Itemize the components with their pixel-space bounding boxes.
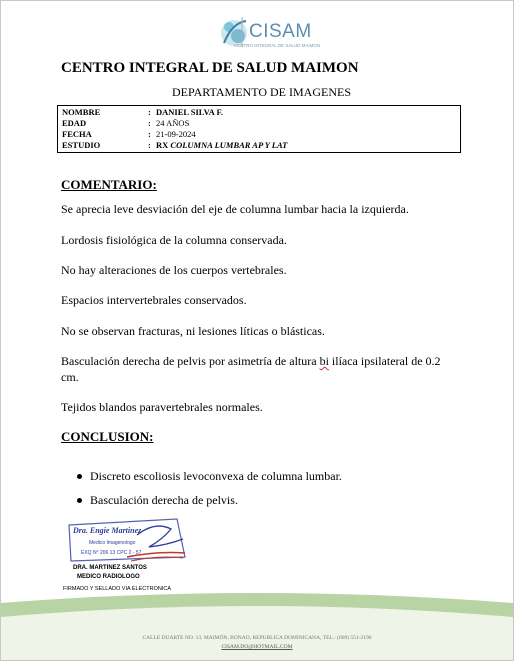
comment-paragraph: Espacios intervertebrales conservados. — [61, 293, 247, 307]
logo-text: CISAM — [249, 21, 312, 42]
department-title: DEPARTAMENTO DE IMAGENES — [172, 85, 351, 99]
conclusion-item: Basculación derecha de pelvis. — [77, 493, 238, 508]
comment-paragraph: Se aprecia leve desviación del eje de columna lumbar hacia la izquierda. — [61, 202, 409, 216]
footer-address: CALLE DUARTE NO. 13, MAIMÓN, BONAO, REPUBLICA DOMINICANA, TEL.: (809) 551-2196 — [142, 635, 372, 641]
comment-paragraph: No hay alteraciones de los cuerpos vertebrales. — [61, 263, 287, 277]
spellcheck-mark: bi — [319, 354, 329, 368]
conclusion-item: Discreto escoliosis levoconvexa de columna lumbar. — [77, 469, 342, 484]
comment-paragraph: Lordosis fisiológica de la columna conservada. — [61, 233, 287, 247]
signed-note: FIRMADO Y SELLADO VIA ELECTRONICA — [63, 586, 171, 592]
comment-paragraph: Tejidos blandos paravertebrales normales. — [61, 400, 263, 414]
svg-text:Medico Imagenologo: Medico Imagenologo — [89, 540, 136, 546]
footer-wave-shape — [1, 589, 513, 661]
svg-text:EXQ N° 206 13 CPC 2 - 57: EXQ N° 206 13 CPC 2 - 57 — [81, 550, 142, 556]
footer-email-link[interactable]: CISAM.DO@HOTMAIL.COM — [221, 644, 293, 650]
comment-title: COMENTARIO: — [61, 177, 157, 192]
comment-paragraph-pelvis: Basculación derecha de pelvis por asimetría de altura bi ilíaca ipsilateral de 0.2 cm. — [61, 354, 441, 384]
patient-row-name: NOMBRE : DANIEL SILVA F. — [62, 107, 224, 117]
doctor-title: MEDICO RADIOLOGO — [77, 574, 140, 580]
patient-info-box — [57, 105, 461, 153]
svg-text:Dra. Engie Martinez: Dra. Engie Martinez — [73, 526, 142, 535]
conclusion-title: CONCLUSION: — [61, 429, 154, 444]
patient-row-age: EDAD : 24 AÑOS — [62, 118, 190, 128]
patient-study-value: COLUMNA LUMBAR AP Y LAT — [170, 140, 288, 150]
bullet-icon — [77, 498, 82, 503]
patient-date-value: 21-09-2024 — [156, 129, 196, 139]
org-name: CENTRO INTEGRAL DE SALUD MAIMON — [61, 60, 359, 76]
bullet-icon — [77, 474, 82, 479]
patient-age-value: 24 AÑOS — [156, 118, 190, 128]
doctor-name: DRA. MARTINEZ SANTOS — [73, 565, 147, 571]
patient-row-date: FECHA : 21-09-2024 — [62, 129, 196, 139]
patient-row-study: ESTUDIO : RX COLUMNA LUMBAR AP Y LAT — [62, 140, 288, 150]
logo-subtitle: CENTRO INTEGRAL DE SALUD MAIMON — [234, 43, 321, 48]
comment-paragraph: No se observan fracturas, ni lesiones líticas o blásticas. — [61, 324, 325, 338]
signature-stamp-icon — [67, 517, 187, 563]
patient-name-value: DANIEL SILVA F. — [156, 107, 224, 117]
patient-study-prefix: RX — [156, 140, 169, 150]
